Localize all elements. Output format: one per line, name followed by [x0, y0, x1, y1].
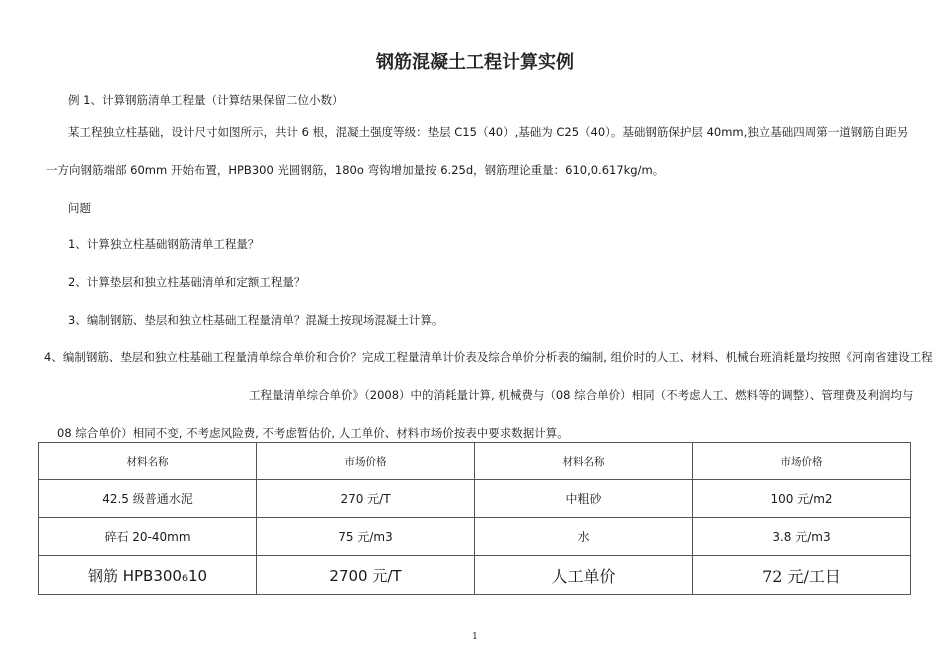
table-header-row: [39, 443, 911, 480]
table-cell: 中粗砂: [475, 480, 693, 518]
header-material-name: 材料名称: [475, 443, 693, 480]
table-cell: 碎石 20-40mm: [39, 518, 257, 556]
header-market-price: 市场价格: [693, 443, 911, 480]
table-cell: 人工单价: [475, 556, 693, 595]
table-cell: 2700 元/T: [257, 556, 475, 595]
table-cell: 100 元/m2: [693, 480, 911, 518]
table-cell: 钢筋 HPB300₆10: [39, 556, 257, 595]
table-cell: 72 元/工日: [693, 556, 911, 595]
table-cell: 42.5 级普通水泥: [39, 480, 257, 518]
question-4-line-2: 工程量清单综合单价》（2008）中的消耗量计算, 机械费与（08 综合单价）相同（不考虑人工、燃料等的调整）、管理费及利润均与: [249, 388, 914, 402]
table-row: [39, 480, 911, 518]
question-4-line-1: 4、编制钢筋、垫层和独立柱基础工程量清单综合单价和合价？完成工程量清单计价表及综合单价分析表的编制, 组价时的人工、材料、机械台班消耗量均按照《河南省建设工程: [44, 350, 933, 364]
question-1: 1、计算独立柱基础钢筋清单工程量？: [68, 237, 260, 251]
questions-label: 问题: [68, 201, 91, 215]
question-2: 2、计算垫层和独立柱基础清单和定额工程量？: [68, 275, 306, 289]
table-row: [39, 518, 911, 556]
problem-paragraph-line-2: 一方向钢筋端部 60mm 开始布置，HPB300 光圆钢筋，180o 弯钩增加量按 6.25d，钢筋理论重量：610,0.617kg/m。: [46, 163, 665, 177]
header-material-name: 材料名称: [39, 443, 257, 480]
example-heading: 例 1、计算钢筋清单工程量（计算结果保留二位小数）: [68, 93, 344, 107]
page-number: 1: [472, 632, 478, 642]
table-row: [39, 556, 911, 595]
table-cell: 270 元/T: [257, 480, 475, 518]
header-market-price: 市场价格: [257, 443, 475, 480]
material-price-table: [38, 442, 911, 595]
problem-paragraph-line-1: 某工程独立柱基础，设计尺寸如图所示，共计 6 根，混凝土强度等级：垫层 C15（40）,基础为 C25（40）。基础钢筋保护层 40mm,独立基础四周第一道钢筋自距另: [68, 125, 909, 139]
question-3: 3、编制钢筋、垫层和独立柱基础工程量清单？混凝土按现场混凝土计算。: [68, 313, 444, 327]
question-4-line-3: 08 综合单价）相同不变, 不考虑风险费, 不考虑暂估价, 人工单价、材料市场价按表中要求数据计算。: [57, 426, 569, 440]
document-title: 钢筋混凝土工程计算实例: [376, 52, 574, 73]
table-cell: 75 元/m3: [257, 518, 475, 556]
table-cell: 3.8 元/m3: [693, 518, 911, 556]
table-cell: 水: [475, 518, 693, 556]
